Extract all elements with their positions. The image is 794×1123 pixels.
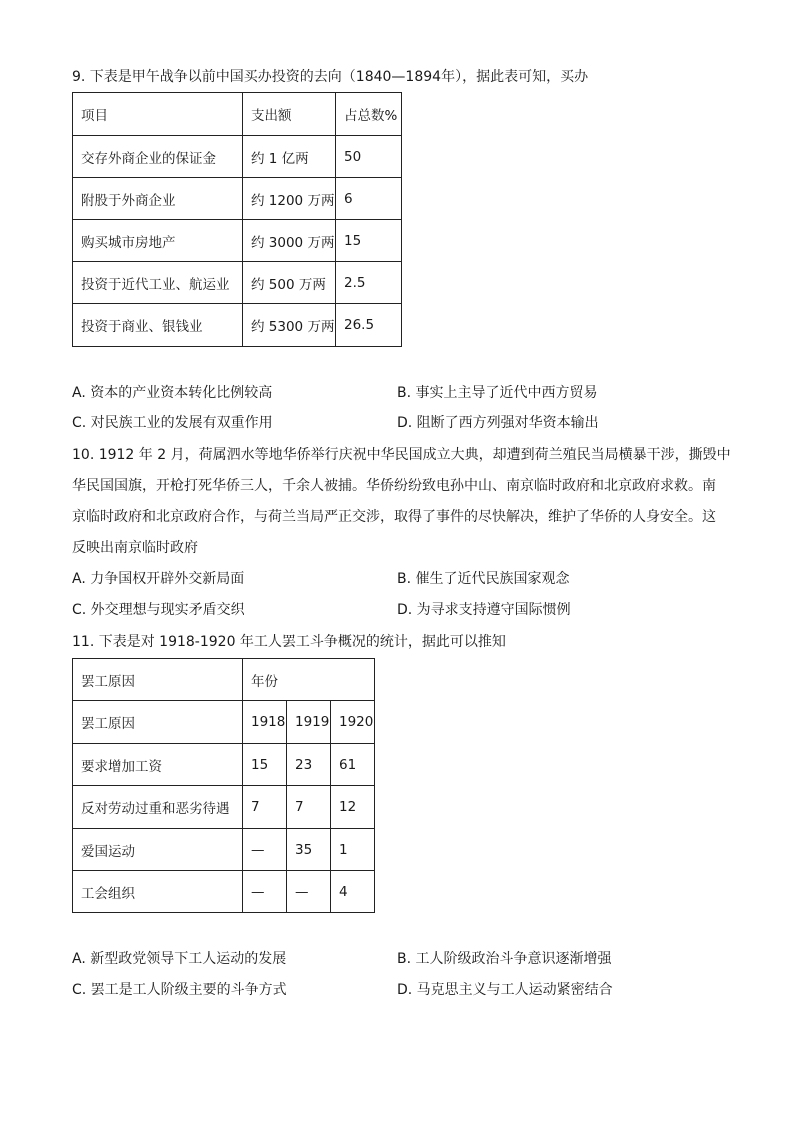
cell-count: 12 bbox=[331, 786, 375, 829]
cell-percent: 50 bbox=[336, 136, 402, 178]
year-1919: 1919 bbox=[287, 701, 331, 744]
q10-line-2: 华民国国旗，开枪打死华侨三人，千余人被捕。华侨纷纷致电孙中山、南京临时政府和北京政府求救。南 bbox=[72, 478, 716, 494]
table-subheader-row bbox=[73, 701, 375, 744]
cell-count: 7 bbox=[287, 786, 331, 829]
q9-table bbox=[72, 92, 402, 347]
cell-amount: 约 1 亿两 bbox=[243, 136, 336, 178]
q10-line-3: 京临时政府和北京政府合作，与荷兰当局严正交涉，取得了事件的尽快解决，维护了华侨的人身安全。这 bbox=[72, 509, 716, 525]
q11-option-d: D. 马克思主义与工人运动紧密结合 bbox=[397, 982, 613, 998]
cell-item: 购买城市房地产 bbox=[73, 220, 243, 262]
subheader-cause: 罢工原因 bbox=[73, 701, 243, 744]
cell-percent: 15 bbox=[336, 220, 402, 262]
header-item: 项目 bbox=[73, 93, 243, 136]
cell-cause: 要求增加工资 bbox=[73, 744, 243, 786]
cell-count: 35 bbox=[287, 829, 331, 871]
cell-cause: 工会组织 bbox=[73, 871, 243, 913]
header-percent: 占总数% bbox=[336, 93, 402, 136]
cell-amount: 约 5300 万两 bbox=[243, 304, 336, 347]
cell-item: 投资于商业、银钱业 bbox=[73, 304, 243, 347]
q10-line-4: 反映出南京临时政府 bbox=[72, 540, 198, 556]
cell-count: 1 bbox=[331, 829, 375, 871]
table-header-row bbox=[73, 93, 402, 136]
table-row bbox=[73, 871, 375, 913]
q10-option-a: A. 力争国权开辟外交新局面 bbox=[72, 571, 245, 587]
cell-count: — bbox=[243, 871, 287, 913]
q9-option-a: A. 资本的产业资本转化比例较高 bbox=[72, 385, 273, 401]
cell-item: 交存外商企业的保证金 bbox=[73, 136, 243, 178]
q10-line-1: 10. 1912 年 2 月，荷属泗水等地华侨举行庆祝中华民国成立大典，却遭到荷兰殖民当局横暴干涉，撕毁中 bbox=[72, 447, 731, 463]
table-row bbox=[73, 178, 402, 220]
table-row bbox=[73, 786, 375, 829]
cell-count: 15 bbox=[243, 744, 287, 786]
q11-stem: 11. 下表是对 1918-1920 年工人罢工斗争概况的统计，据此可以推知 bbox=[72, 634, 506, 650]
q9-option-b: B. 事实上主导了近代中西方贸易 bbox=[397, 385, 598, 401]
table-header-row bbox=[73, 659, 375, 701]
table-row bbox=[73, 829, 375, 871]
cell-percent: 2.5 bbox=[336, 262, 402, 304]
cell-count: 61 bbox=[331, 744, 375, 786]
year-1918: 1918 bbox=[243, 701, 287, 744]
cell-amount: 约 3000 万两 bbox=[243, 220, 336, 262]
cell-percent: 6 bbox=[336, 178, 402, 220]
q9-stem: 9. 下表是甲午战争以前中国买办投资的去向（1840—1894年），据此表可知，买办 bbox=[72, 69, 589, 85]
cell-amount: 约 1200 万两 bbox=[243, 178, 336, 220]
cell-count: 4 bbox=[331, 871, 375, 913]
table-row bbox=[73, 262, 402, 304]
cell-count: 23 bbox=[287, 744, 331, 786]
q11-option-a: A. 新型政党领导下工人运动的发展 bbox=[72, 951, 287, 967]
header-cause: 罢工原因 bbox=[73, 659, 243, 701]
cell-count: — bbox=[243, 829, 287, 871]
table-row bbox=[73, 744, 375, 786]
header-amount: 支出额 bbox=[243, 93, 336, 136]
header-year: 年份 bbox=[243, 659, 375, 701]
cell-cause: 爱国运动 bbox=[73, 829, 243, 871]
q9-option-c: C. 对民族工业的发展有双重作用 bbox=[72, 415, 273, 431]
table-row bbox=[73, 220, 402, 262]
cell-count: 7 bbox=[243, 786, 287, 829]
table-row bbox=[73, 304, 402, 347]
cell-cause: 反对劳动过重和恶劣待遇 bbox=[73, 786, 243, 829]
q11-table bbox=[72, 658, 375, 913]
q9-option-d: D. 阻断了西方列强对华资本输出 bbox=[397, 415, 599, 431]
q10-option-b: B. 催生了近代民族国家观念 bbox=[397, 571, 570, 587]
cell-item: 投资于近代工业、航运业 bbox=[73, 262, 243, 304]
table-row bbox=[73, 136, 402, 178]
q11-option-b: B. 工人阶级政治斗争意识逐渐增强 bbox=[397, 951, 612, 967]
cell-count: — bbox=[287, 871, 331, 913]
cell-amount: 约 500 万两 bbox=[243, 262, 336, 304]
q11-option-c: C. 罢工是工人阶级主要的斗争方式 bbox=[72, 982, 287, 998]
year-1920: 1920 bbox=[331, 701, 375, 744]
cell-percent: 26.5 bbox=[336, 304, 402, 347]
q10-option-c: C. 外交理想与现实矛盾交织 bbox=[72, 602, 245, 618]
cell-item: 附股于外商企业 bbox=[73, 178, 243, 220]
q10-option-d: D. 为寻求支持遵守国际惯例 bbox=[397, 602, 571, 618]
